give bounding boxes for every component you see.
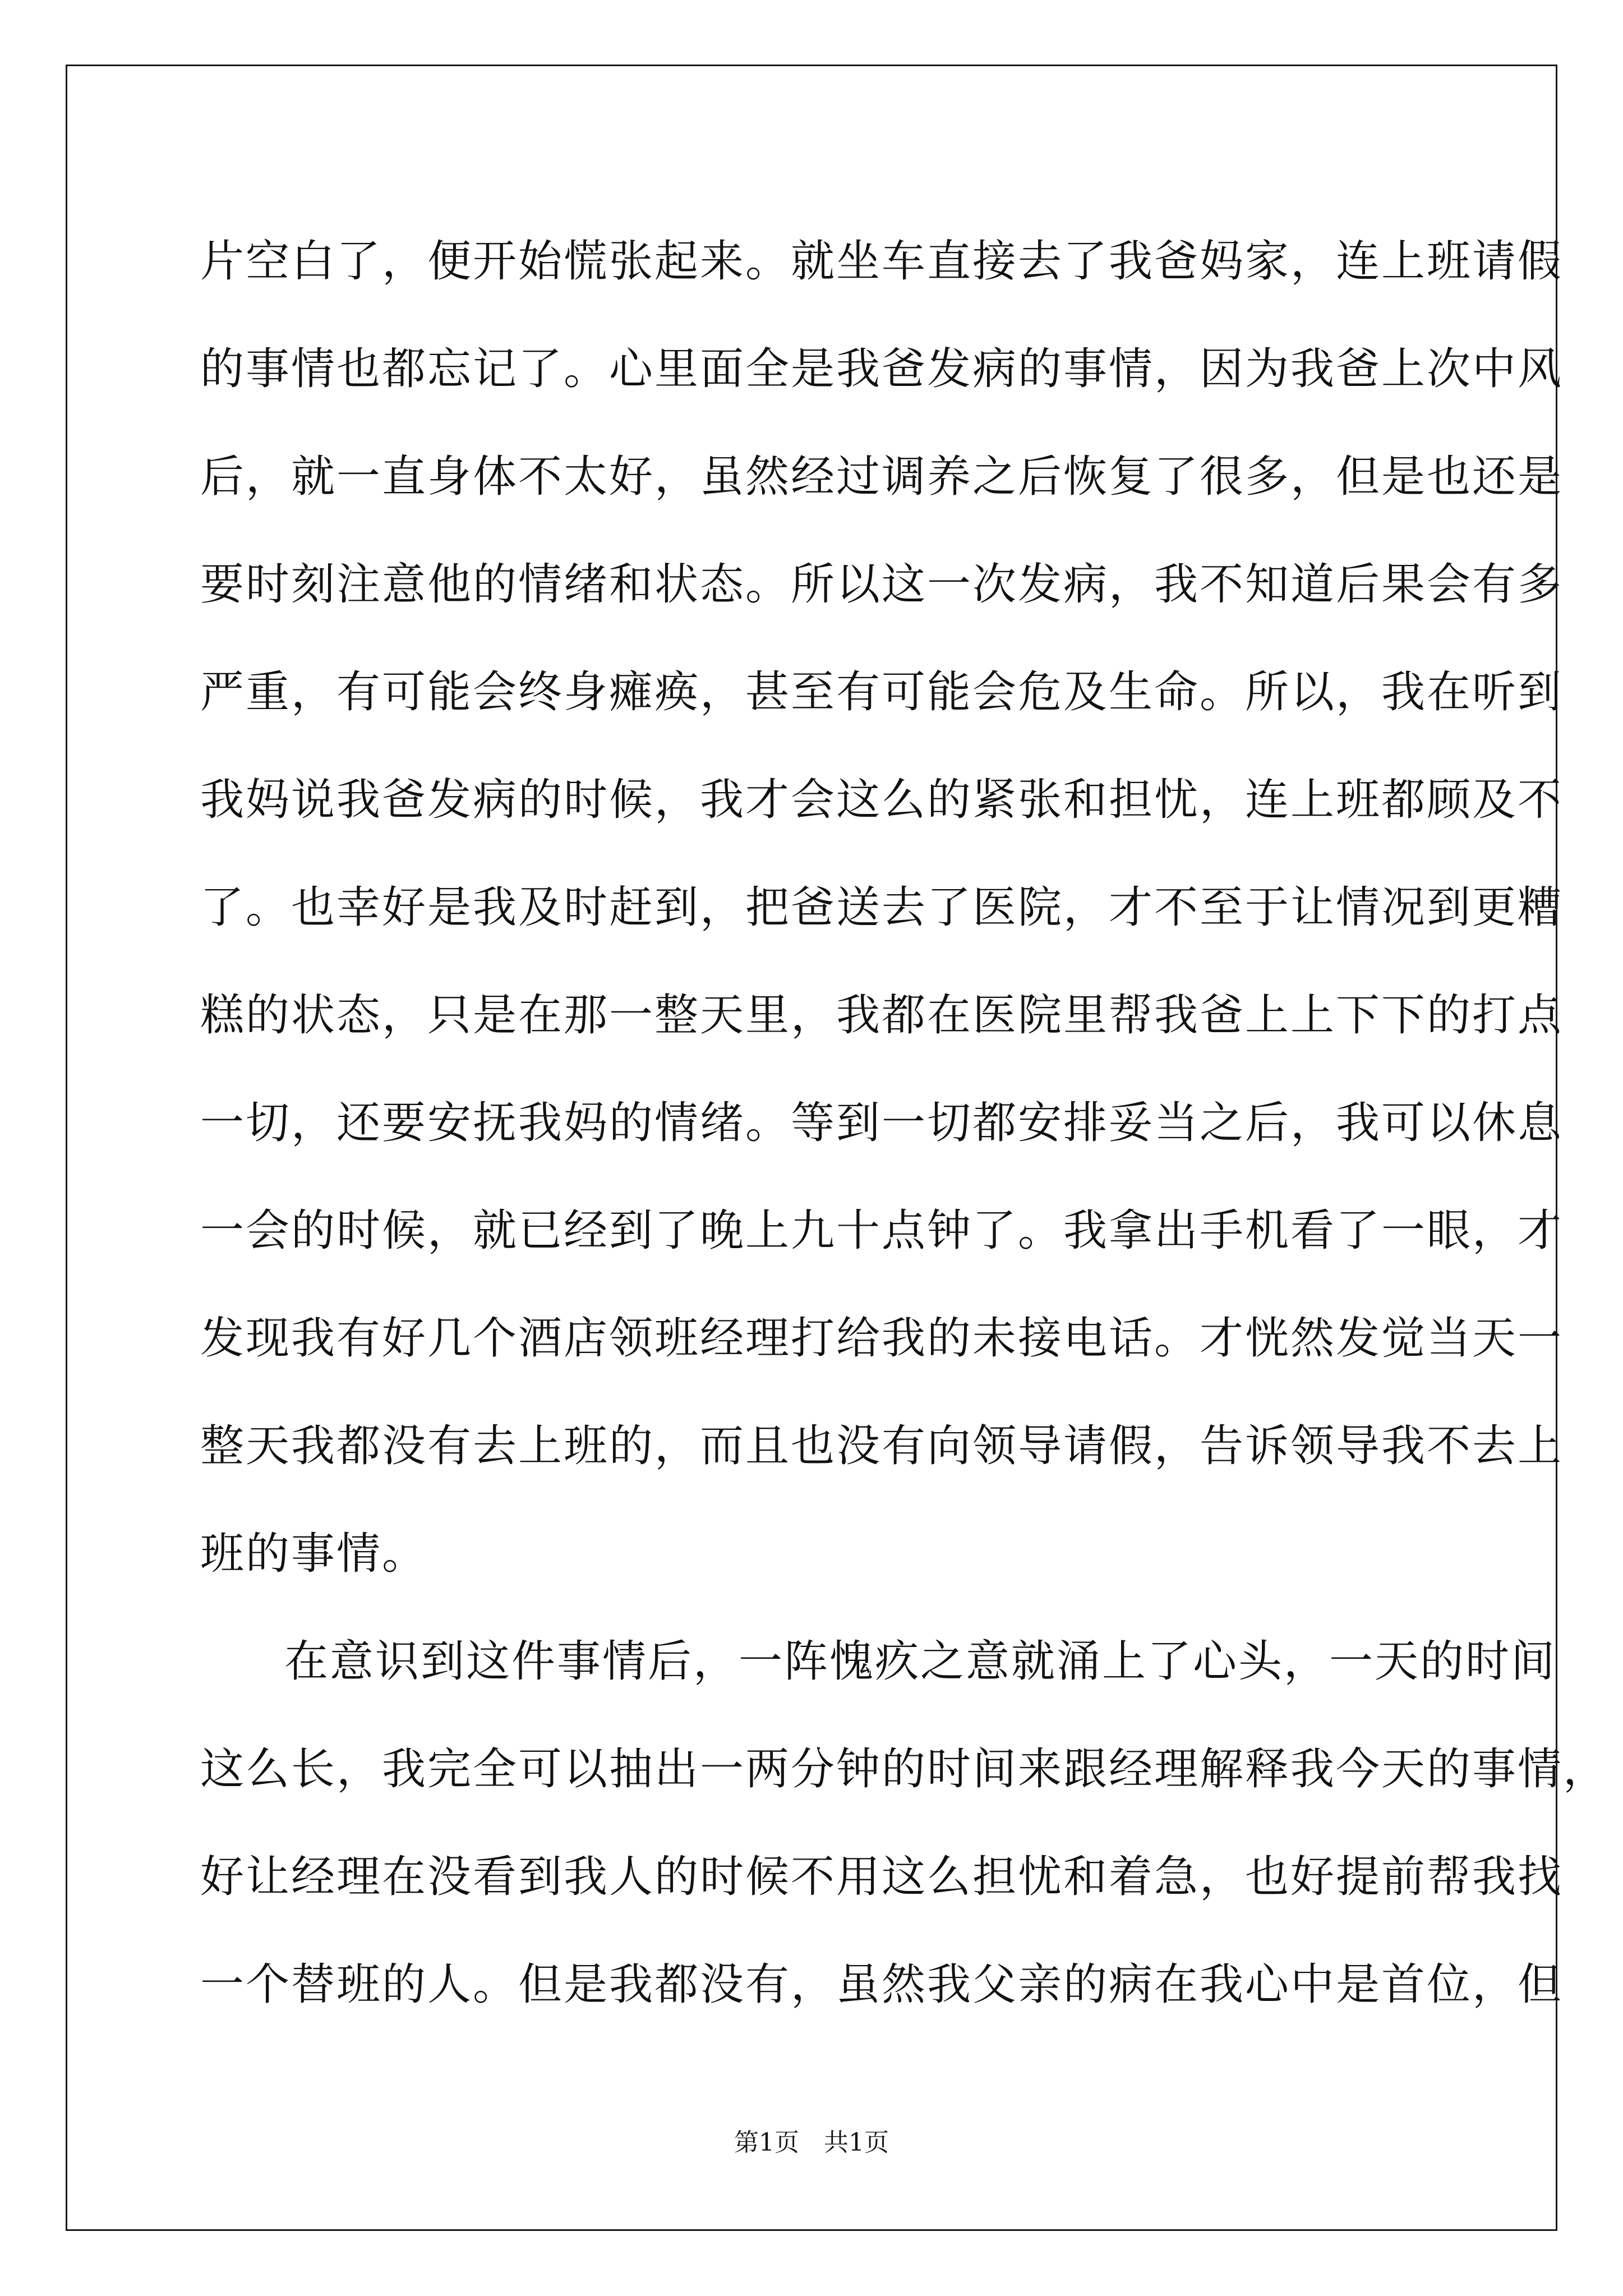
text-line: 整天我都没有去上班的，而且也没有向领导请假，告诉领导我不去上 xyxy=(200,1421,1564,1471)
text-line: 片空白了，便开始慌张起来。就坐车直接去了我爸妈家，连上班请假 xyxy=(200,236,1564,287)
text-line: 一个替班的人。但是我都没有，虽然我父亲的病在我心中是首位，但 xyxy=(200,1959,1564,2010)
text-line: 好让经理在没看到我人的时候不用这么担忧和着急，也好提前帮我找 xyxy=(200,1852,1564,1902)
text-line: 严重，有可能会终身瘫痪，甚至有可能会危及生命。所以，我在听到 xyxy=(200,667,1564,717)
text-line: 糕的状态，只是在那一整天里，我都在医院里帮我爸上上下下的打点 xyxy=(200,990,1564,1041)
page-footer: 第1页 共1页 xyxy=(734,2128,889,2157)
text-line: 我妈说我爸发病的时候，我才会这么的紧张和担忧，连上班都顾及不 xyxy=(200,775,1564,825)
text-line: 这么长，我完全可以抽出一两分钟的时间来跟经理解释我今天的事情， xyxy=(200,1744,1609,1795)
text-line: 发现我有好几个酒店领班经理打给我的未接电话。才恍然发觉当天一 xyxy=(200,1313,1564,1364)
text-line: 后，就一直身体不太好，虽然经过调养之后恢复了很多，但是也还是 xyxy=(200,452,1564,502)
text-line: 的事情也都忘记了。心里面全是我爸发病的事情，因为我爸上次中风 xyxy=(200,344,1564,394)
text-line: 了。也幸好是我及时赶到，把爸送去了医院，才不至于让情况到更糟 xyxy=(200,882,1564,933)
text-line: 一会的时候，就已经到了晚上九十点钟了。我拿出手机看了一眼，才 xyxy=(200,1205,1564,1256)
text-line: 班的事情。 xyxy=(200,1529,428,1579)
text-line: 一切，还要安抚我妈的情绪。等到一切都安排妥当之后，我可以休息 xyxy=(200,1098,1564,1148)
text-line: 要时刻注意他的情绪和状态。所以这一次发病，我不知道后果会有多 xyxy=(200,559,1564,610)
document-body xyxy=(200,208,1609,2039)
text-line: 在意识到这件事情后，一阵愧疚之意就涌上了心头，一天的时间 xyxy=(284,1636,1557,1687)
